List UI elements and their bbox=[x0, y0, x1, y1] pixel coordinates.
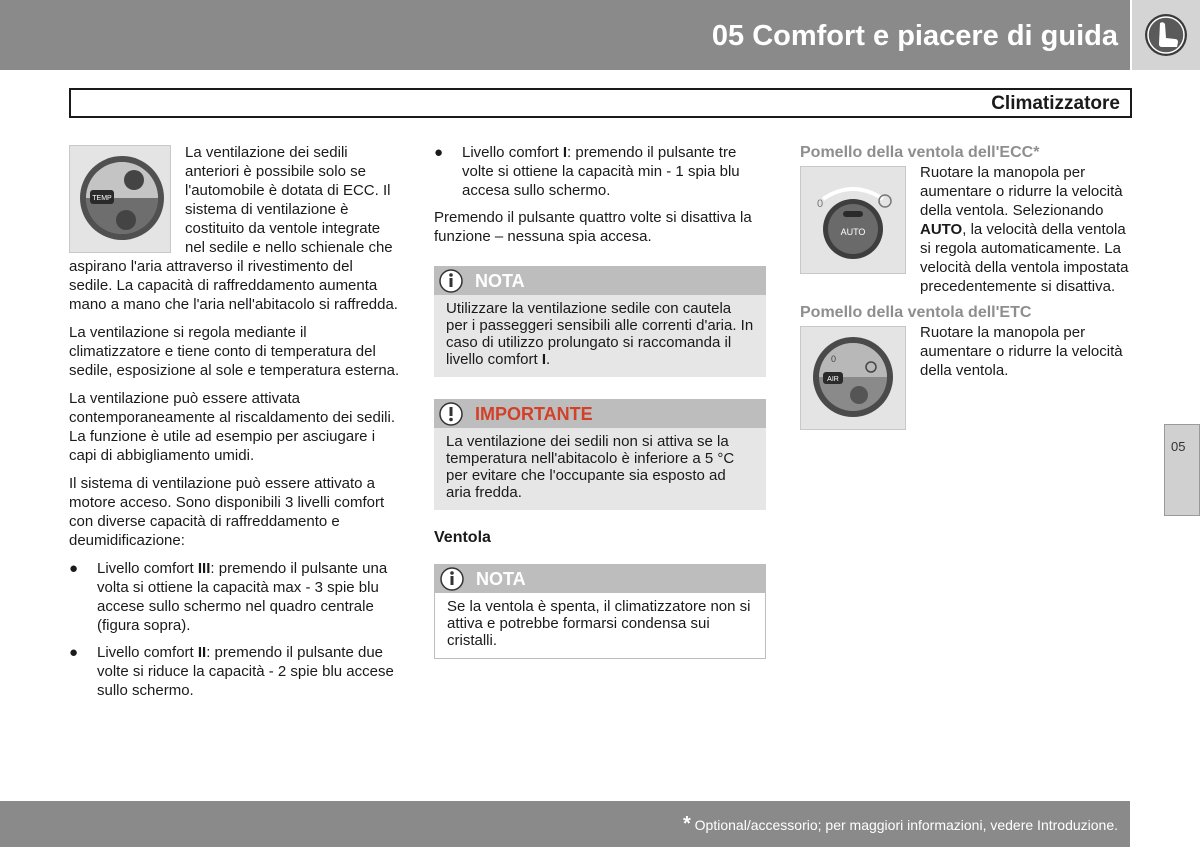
important-body: La ventilazione dei sedili non si attiva se la temperatura nell'abitacolo è inferiore a 5 °C per evitare che l'occupante sia esposto ad aria fredda. bbox=[446, 433, 735, 501]
paragraph-levels: Il sistema di ventilazione può essere attivato a motore acceso. Sono disponibili 3 livelli comfort con diverse capacità di raffreddamento e deumidificazione: bbox=[69, 475, 385, 549]
note-header bbox=[434, 266, 766, 295]
important-title: IMPORTANTE bbox=[475, 404, 593, 424]
chapter-icon-box bbox=[1132, 0, 1200, 70]
list-item: ● Livello comfort II: premendo il pulsante due volte si riduce la capacità - 2 spie blu accese sullo schermo. bbox=[69, 644, 394, 699]
seat-ventilation-button-image bbox=[69, 145, 171, 253]
svg-text:TEMP: TEMP bbox=[92, 195, 112, 202]
ecc-knob-illustration bbox=[801, 167, 905, 273]
note-body: Utilizzare la ventilazione sedile con cautela per i passeggeri sensibili alle correnti d'aria. In caso di utilizzo prolungato si raccomanda il livello comfort I. bbox=[446, 300, 754, 368]
section-heading-box bbox=[69, 88, 1132, 118]
ecc-paragraph: Ruotare la manopola per aumentare o ridurre la velocità della ventola. Selezionando AUTO, la velocità della ventola si regola automaticamente. La velocità della ventola impostata precedentemente si disattiva. bbox=[920, 164, 1129, 295]
page-number: 225 bbox=[1150, 814, 1182, 834]
etc-fan-knob-title: Pomello della ventola dell'ETC bbox=[800, 304, 1032, 321]
chapter-title: 05 Comfort e piacere di guida bbox=[711, 20, 1118, 52]
section-title: Climatizzatore bbox=[991, 93, 1120, 114]
paragraph-heating: La ventilazione può essere attivata contemporaneamente al riscaldamento dei sedili. La funzione è utile ad esempio per asciugare i capi di abbigliamento umidi. bbox=[69, 390, 396, 464]
list-item: ● Livello comfort III: premendo il pulsante una volta si ottiene la capacità max - 3 spie blu accese sullo schermo nel quadro centrale (figura sopra). bbox=[69, 560, 388, 634]
note-title: NOTA bbox=[475, 271, 525, 291]
note-body: Se la ventola è spenta, il climatizzatore non si attiva e potrebbe formarsi condensa sui cristalli. bbox=[447, 598, 751, 649]
bullet-dot: ● bbox=[69, 644, 79, 661]
subheading-ventola: Ventola bbox=[434, 529, 491, 546]
chapter-tab-label: 05 bbox=[1171, 439, 1186, 454]
paragraph-disable: Premendo il pulsante quattro volte si disattiva la funzione – nessuna spia accesa. bbox=[434, 209, 752, 245]
important-box bbox=[434, 399, 766, 510]
bullet-dot: ● bbox=[69, 560, 79, 577]
ecc-fan-knob-image bbox=[800, 166, 906, 274]
note-title: NOTA bbox=[476, 569, 526, 589]
bullet-dot: ● bbox=[434, 144, 444, 161]
list-item: ● Livello comfort I: premendo il pulsante tre volte si ottiene la capacità min - 1 spia blu accesa sullo schermo. bbox=[434, 144, 740, 199]
footnote-text: Optional/accessorio; per maggiori informazioni, vedere Introduzione. bbox=[690, 817, 1118, 833]
seat-icon bbox=[1143, 12, 1189, 58]
note-header bbox=[435, 564, 765, 593]
svg-text:0: 0 bbox=[817, 198, 824, 210]
intro-paragraph: La ventilazione dei sedili anteriori è possibile solo se l'automobile è dotata di ECC. Il sistema di ventilazione è costituito da ventole integrate nel sedile e nello schienale che aspirano l'aria attraverso il rivestimento del sedile. La capacità di raffreddamento aumenta mano a mano che l'aria nell'abitacolo si raffredda. bbox=[69, 144, 398, 313]
info-icon bbox=[439, 566, 465, 592]
footnote bbox=[683, 815, 1118, 834]
column-left bbox=[69, 143, 400, 708]
warning-icon bbox=[438, 401, 464, 427]
info-icon bbox=[438, 268, 464, 294]
column-middle bbox=[434, 143, 766, 681]
note-box bbox=[434, 564, 766, 659]
etc-knob-illustration bbox=[801, 327, 905, 429]
ecc-fan-knob-title: Pomello della ventola dell'ECC* bbox=[800, 144, 1040, 161]
svg-text:AUTO: AUTO bbox=[840, 227, 866, 237]
paragraph-regulation: La ventilazione si regola mediante il climatizzatore e tiene conto di temperatura del sedile, esposizione al sole e temperatura esterna. bbox=[69, 324, 400, 379]
note-box bbox=[434, 266, 766, 377]
temp-button-illustration bbox=[70, 146, 170, 252]
important-header bbox=[434, 399, 766, 428]
etc-fan-knob-image bbox=[800, 326, 906, 430]
svg-text:AIR: AIR bbox=[827, 376, 839, 383]
chapter-tab[interactable] bbox=[1164, 424, 1200, 516]
svg-text:0: 0 bbox=[831, 354, 837, 364]
footnote-star: * bbox=[682, 813, 691, 835]
etc-paragraph: Ruotare la manopola per aumentare o ridurre la velocità della ventola. bbox=[920, 324, 1123, 379]
column-right bbox=[800, 143, 1132, 434]
